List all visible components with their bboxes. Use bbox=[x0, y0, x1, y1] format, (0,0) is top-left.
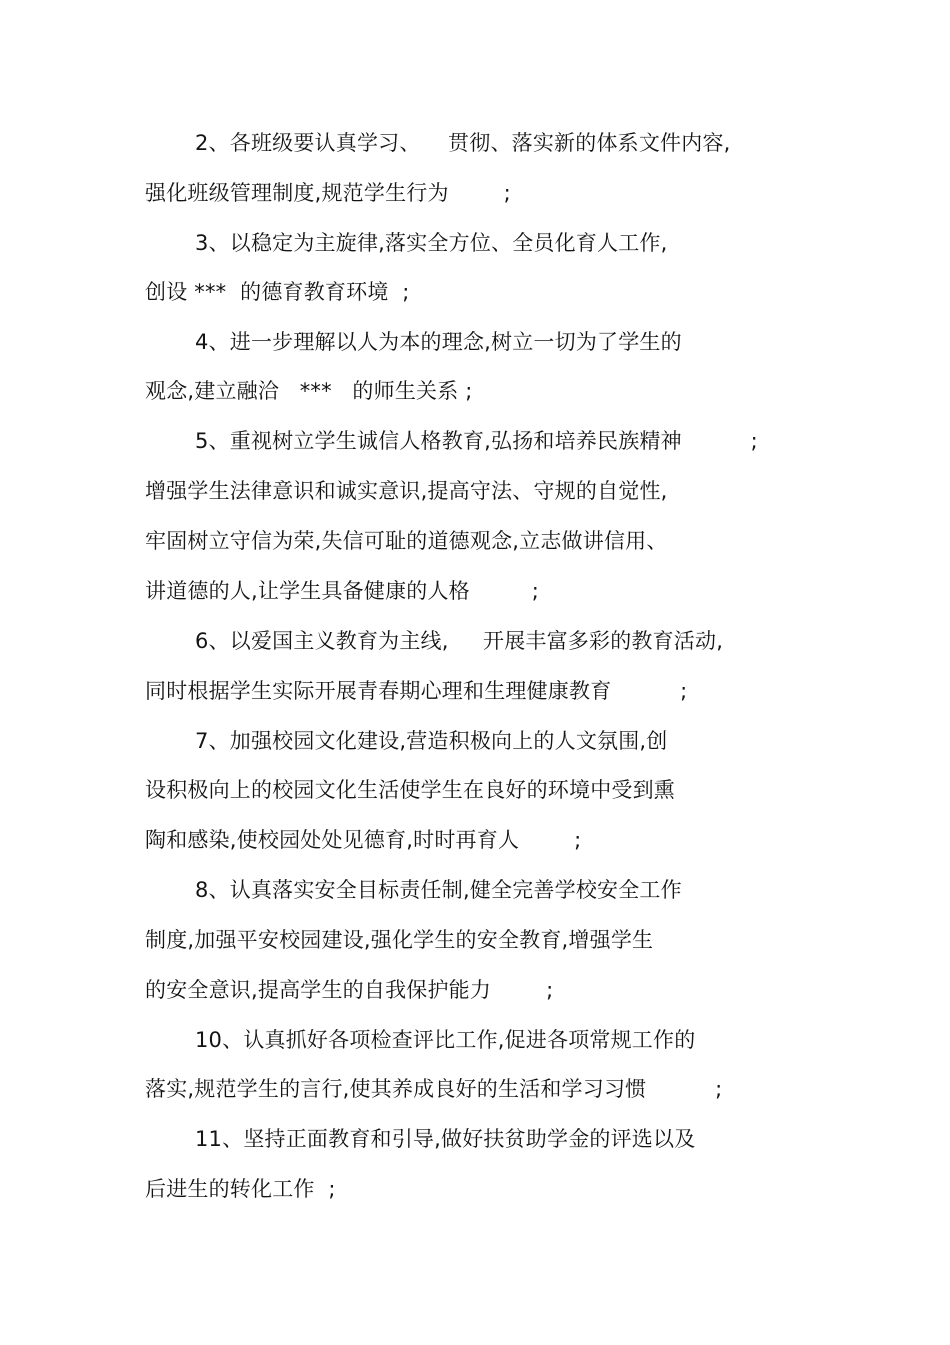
paragraph-7-line-3: 陶和感染,使校园处处见德育,时时再育人 ; bbox=[145, 828, 582, 852]
paragraph-7-line-1: 7、加强校园文化建设,营造积极向上的人文氛围,创 bbox=[195, 729, 668, 753]
paragraph-8-line-3: 的安全意识,提高学生的自我保护能力 ; bbox=[145, 978, 554, 1002]
paragraph-11-line-2: 后进生的转化工作 ; bbox=[145, 1177, 336, 1201]
paragraph-5-line-2: 增强学生法律意识和诚实意识,提高守法、守规的自觉性, bbox=[145, 479, 668, 503]
paragraph-5-line-4: 讲道德的人,让学生具备健康的人格 ; bbox=[145, 579, 540, 603]
paragraph-8-line-1: 8、认真落实安全目标责任制,健全完善学校安全工作 bbox=[195, 878, 682, 902]
paragraph-6-line-2: 同时根据学生实际开展青春期心理和生理健康教育 ; bbox=[145, 679, 688, 703]
paragraph-3-line-1: 3、以稳定为主旋律,落实全方位、全员化育人工作, bbox=[195, 231, 668, 255]
paragraph-8-line-2: 制度,加强平安校园建设,强化学生的安全教育,增强学生 bbox=[145, 928, 654, 952]
paragraph-5-line-1: 5、重视树立学生诚信人格教育,弘扬和培养民族精神 ; bbox=[195, 429, 758, 453]
paragraph-10-line-1: 10、认真抓好各项检查评比工作,促进各项常规工作的 bbox=[195, 1028, 696, 1052]
paragraph-4-line-2: 观念,建立融洽 *** 的师生关系 ; bbox=[145, 379, 473, 403]
paragraph-6-line-1: 6、以爱国主义教育为主线, 开展丰富多彩的教育活动, bbox=[195, 629, 724, 653]
paragraph-4-line-1: 4、进一步理解以人为本的理念,树立一切为了学生的 bbox=[195, 330, 682, 354]
paragraph-5-line-3: 牢固树立守信为荣,失信可耻的道德观念,立志做讲信用、 bbox=[145, 529, 668, 553]
paragraph-3-line-2: 创设 *** 的德育教育环境 ; bbox=[145, 280, 410, 304]
paragraph-10-line-2: 落实,规范学生的言行,使其养成良好的生活和学习习惯 ; bbox=[145, 1077, 723, 1101]
paragraph-2-line-2: 强化班级管理制度,规范学生行为 ; bbox=[145, 181, 511, 205]
paragraph-11-line-1: 11、坚持正面教育和引导,做好扶贫助学金的评选以及 bbox=[195, 1127, 696, 1151]
paragraph-2-line-1: 2、各班级要认真学习、 贯彻、落实新的体系文件内容, bbox=[195, 131, 731, 155]
paragraph-7-line-2: 设积极向上的校园文化生活使学生在良好的环境中受到熏 bbox=[145, 778, 675, 802]
